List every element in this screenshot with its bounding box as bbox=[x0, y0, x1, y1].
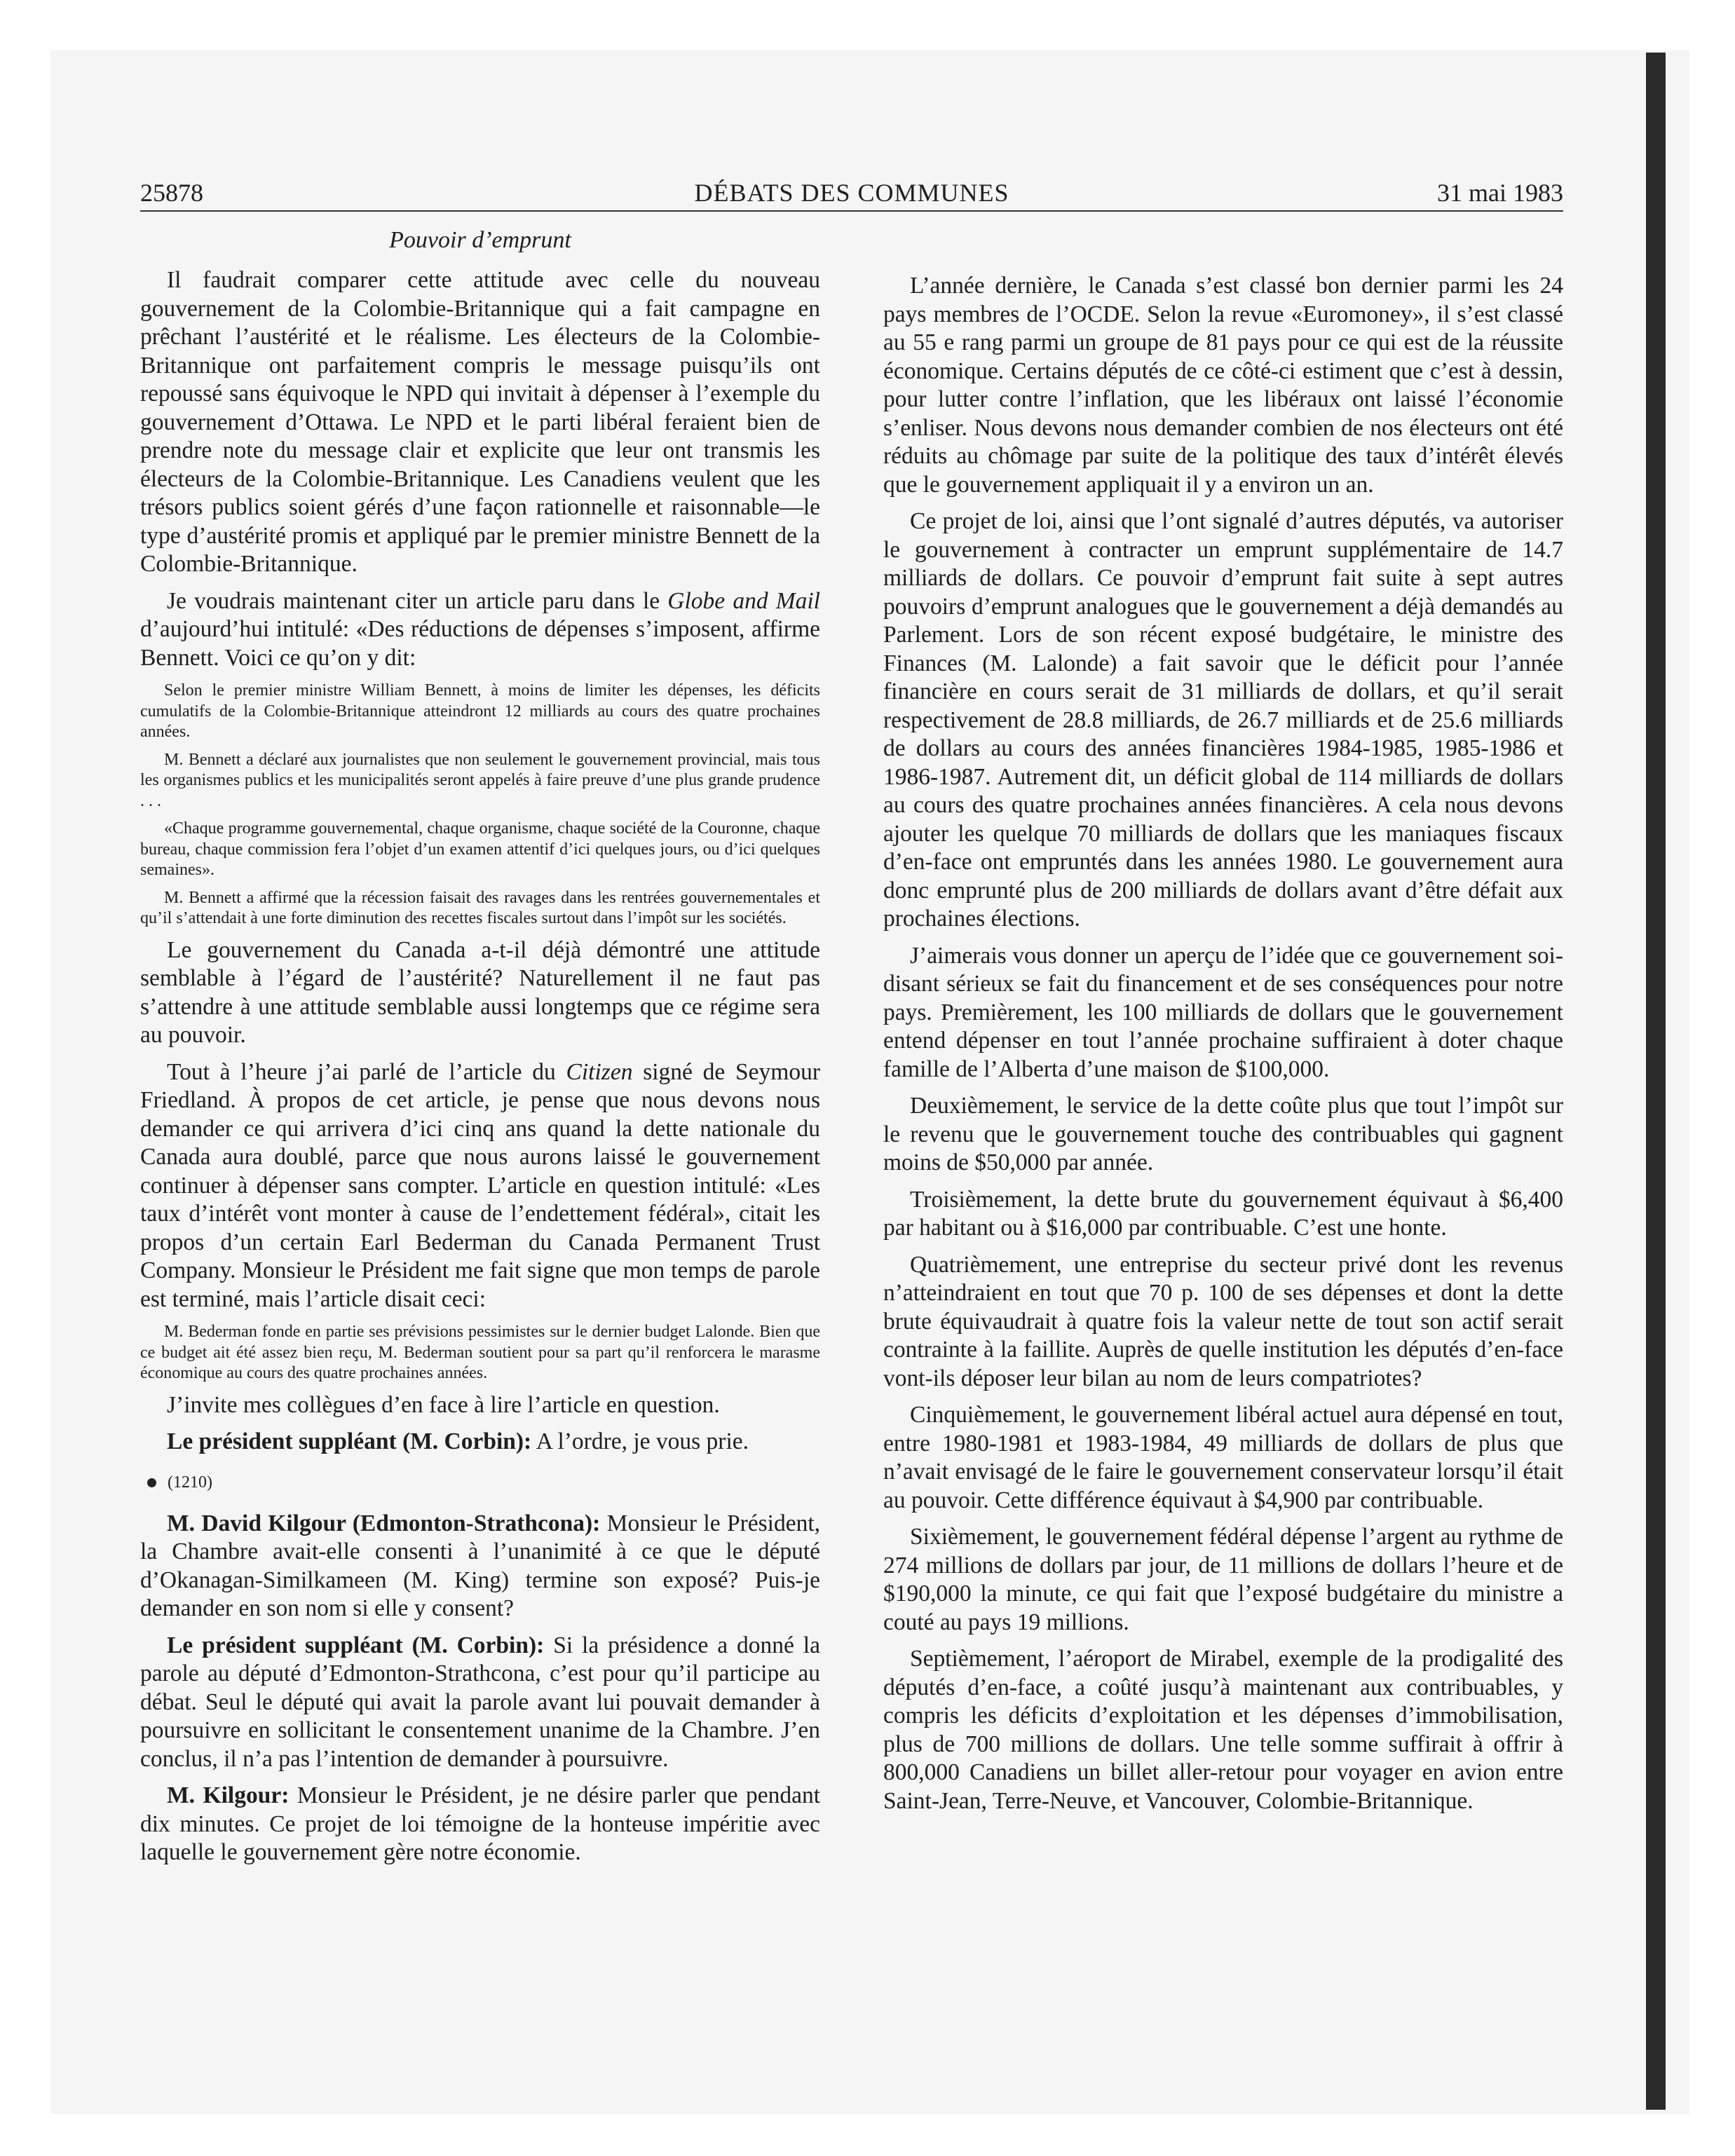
speaker-name: Le président suppléant (M. Corbin): bbox=[167, 1632, 545, 1658]
speaker-paragraph: Le président suppléant (M. Corbin): Si la présidence a donné la parole au député d’Edmonton-Strathcona, c’est pour qu’il participe au débat. Seul le député qui avait la parole avant lui pouvait demander à poursuivre en sollicitant le consentement unanime de la Chambre. J’en conclus, il n’a pas l’intention de demander à poursuivre. bbox=[140, 1632, 820, 1772]
quotation: M. Bennett a affirmé que la récession faisait des ravages dans les rentrées gouvernementales et qu’il s’attendait à une forte diminution des recettes fiscales surtout dans l’impôt sur les sociétés. bbox=[140, 888, 820, 927]
issue-date: 31 mai 1983 bbox=[1437, 179, 1563, 207]
right-column bbox=[883, 272, 1563, 1824]
time-marker: (1210) bbox=[147, 1472, 820, 1493]
paragraph: J’aimerais vous donner un aperçu de l’idée que ce gouvernement soi-disant sérieux se fait du financement et de ses conséquences pour notre pays. Premièrement, les 100 milliards de dollars que le gouvernement entend dépenser en tout l’année prochaine suffiraient à doter chaque famille de l’Alberta d’une maison de $100,000. bbox=[883, 942, 1563, 1082]
speaker-paragraph: M. David Kilgour (Edmonton-Strathcona): Monsieur le Président, la Chambre avait-elle consenti à l’unanimité à ce que le député d’Okanagan-Similkameen (M. King) termine son exposé? Puis-je demander en son nom si elle y consent? bbox=[140, 1510, 821, 1621]
left-column bbox=[140, 226, 820, 1876]
newspaper-name: Globe and Mail bbox=[667, 587, 820, 614]
quotation: Selon le premier ministre William Bennett, à moins de limiter les dépenses, les déficits cumulatifs de la Colombie-Britannique atteindront 12 milliards au cours des quatre prochaines années. bbox=[140, 681, 820, 741]
speaker-paragraph: M. Kilgour: Monsieur le Président, je ne désire parler que pendant dix minutes. Ce projet de loi témoigne de la honteuse impéritie avec laquelle le gouvernement gère notre économie. bbox=[140, 1782, 821, 1865]
publication-title: DÉBATS DES COMMUNES bbox=[694, 179, 1009, 207]
quotation: M. Bederman fonde en partie ses prévisions pessimistes sur le dernier budget Lalonde. Bien que ce budget ait été assez bien reçu, M. Bederman soutient pour sa part qu’il renforcera le marasme économique au cours des quatre prochaines années. bbox=[140, 1323, 820, 1382]
paragraph: L’année dernière, le Canada s’est classé bon dernier parmi les 24 pays membres de l’OCDE. Selon la revue «Euromoney», il s’est classé au 55 e rang parmi un groupe de 81 pays pour ce qui est de la réussite économique. Certains députés de ce côté-ci estiment que c’est à dessin, pour lutter contre l’inflation, que les libéraux ont laissé l’économie s’enliser. Nous devons nous demander combien de nos électeurs ont été réduits au chômage par suite de la politique des taux d’intérêt élevés que le gouvernement appliquait il y a environ un an. bbox=[883, 273, 1563, 498]
paragraph: Troisièmement, la dette brute du gouvernement équivaut à $6,400 par habitant ou à $16,000 par contribuable. C’est une honte. bbox=[883, 1186, 1563, 1241]
paragraph: Sixièmement, le gouvernement fédéral dépense l’argent au rythme de 274 millions de dollars par jour, de 11 millions de dollars l’heure et de $190,000 la minute, ce qui fait que l’exposé budgétaire du ministre a couté au pays 19 millions. bbox=[883, 1524, 1563, 1635]
running-header bbox=[140, 175, 1563, 212]
paragraph: Tout à l’heure j’ai parlé de l’article du Citizen signé de Seymour Friedland. À propos de cet article, je pense que nous devons nous demander ce qui arrivera d’ici cinq ans quand la dette nationale du Canada aura doublé, parce que nous aurons laissé le gouvernement continuer à dépenser sans compter. L’article en question intitulé: «Les taux d’intérêt vont monter à cause de l’endettement fédéral», citait les propos d’un certain Earl Bederman du Canada Permanent Trust Company. Monsieur le Président me fait signe que mon temps de parole est terminé, mais l’article disait ceci: bbox=[140, 1058, 820, 1312]
speaker-name: Le président suppléant (M. Corbin): bbox=[167, 1428, 532, 1454]
paragraph: Septièmement, l’aéroport de Mirabel, exemple de la prodigalité des députés d’en-face, a coûté jusqu’à maintenant aux contribuables, y compris les déficits d’exploitation et les dépenses d’immobilisation, plus de 700 millions de dollars. Une telle somme suffirait à offrir à 800,000 Canadiens un billet aller-retour pour voyager en avion entre Saint-Jean, Terre-Neuve, et Vancouver, Colombie-Britannique. bbox=[883, 1646, 1563, 1814]
paragraph: Ce projet de loi, ainsi que l’ont signalé d’autres députés, va autoriser le gouvernement à contracter un emprunt supplémentaire de 14.7 milliards de dollars. Ce pouvoir d’emprunt fait suite à sept autres pouvoirs d’emprunt analogues que le gouvernement a déjà demandés au Parlement. Lors de son récent exposé budgétaire, le ministre des Finances (M. Lalonde) a fait savoir que le déficit pour l’année financière en cours serait de 31 milliards de dollars, et qu’il serait respectivement de 28.8 milliards, de 26.7 milliards et de 25.6 milliards de dollars au cours des années financières 1984-1985, 1985-1986 et 1986-1987. Autrement dit, un déficit global de 114 milliards de dollars au cours des quatre prochaines années financières. A cela nous devons ajouter les quelque 70 milliards de dollars que les maniaques fiscaux d’en-face ont empruntés dans les années 1980. Le gouvernement aura donc emprunté plus de 200 milliards de dollars avant d’être défait aux prochaines élections. bbox=[883, 508, 1563, 932]
bullet-icon bbox=[147, 1478, 156, 1487]
speaker-name: M. David Kilgour (Edmonton-Strathcona): bbox=[167, 1510, 601, 1536]
page-number: 25878 bbox=[140, 179, 203, 207]
paragraph: J’invite mes collègues d’en face à lire l’article en question. bbox=[167, 1391, 720, 1418]
section-subhead: Pouvoir d’emprunt bbox=[389, 227, 571, 253]
paragraph: Deuxièmement, le service de la dette coûte plus que tout l’impôt sur le revenu que le gouvernement touche des contribuables qui gagnent moins de $50,000 par année. bbox=[883, 1093, 1563, 1175]
speaker-name: M. Kilgour: bbox=[167, 1782, 290, 1808]
quotation: M. Bennett a déclaré aux journalistes que non seulement le gouvernement provincial, mais tous les organismes publics et les municipalités seront appelés à faire preuve d’une plus grande prudence . . . bbox=[140, 750, 820, 810]
paragraph: Quatrièmement, une entreprise du secteur privé dont les revenus n’atteindraient en tout que 70 p. 100 de ses dépenses et dont la dette brute équivaudrait à quatre fois la valeur nette de tout son actif serait contrainte à la faillite. Auprès de quelle institution les députés d’en-face vont-ils déposer leur bilan au nom de leurs compatriotes? bbox=[883, 1251, 1563, 1391]
speaker-paragraph: Le président suppléant (M. Corbin): A l’ordre, je vous prie. bbox=[167, 1428, 749, 1454]
paragraph: Je voudrais maintenant citer un article paru dans le Globe and Mail d’aujourd’hui intitulé: «Des réductions de dépenses s’imposent, affirme Bennett. Voici ce qu’on y dit: bbox=[140, 587, 820, 671]
quotation: «Chaque programme gouvernemental, chaque organisme, chaque société de la Couronne, chaque bureau, chaque commission fera l’objet d’un examen attentif d’ici quelques jours, ou d’ici quelques semaines». bbox=[140, 819, 820, 879]
paragraph: Cinquièmement, le gouvernement libéral actuel aura dépensé en tout, entre 1980-1981 et 1983-1984, 49 milliards de dollars de plus que n’avait envisagé de le faire le gouvernement conservateur lorsqu’il était au pouvoir. Cette différence équivaut à $4,900 par contribuable. bbox=[883, 1402, 1563, 1513]
binding-edge bbox=[1646, 53, 1666, 2110]
newspaper-name: Citizen bbox=[566, 1058, 633, 1085]
paragraph: Il faudrait comparer cette attitude avec celle du nouveau gouvernement de la Colombie-Britannique qui a fait campagne en prêchant l’austérité et le réalisme. Les électeurs de la Colombie-Britannique ont parfaitement compris le message puisqu’ils ont repoussé sans équivoque le NPD qui invitait à dépenser à l’exemple du gouvernement d’Ottawa. Le NPD et le parti libéral feraient bien de prendre note du message clair et explicite que leur ont transmis les électeurs de la Colombie-Britannique. Les Canadiens veulent que les trésors publics soient gérés d’une façon rationnelle et raisonnable—le type d’austérité promis et appliqué par le premier ministre Bennett de la Colombie-Britannique. bbox=[140, 267, 820, 577]
paragraph: Le gouvernement du Canada a-t-il déjà démontré une attitude semblable à l’égard de l’austérité? Naturellement il ne faut pas s’attendre à une attitude semblable aussi longtemps que ce régime sera au pouvoir. bbox=[140, 936, 820, 1048]
